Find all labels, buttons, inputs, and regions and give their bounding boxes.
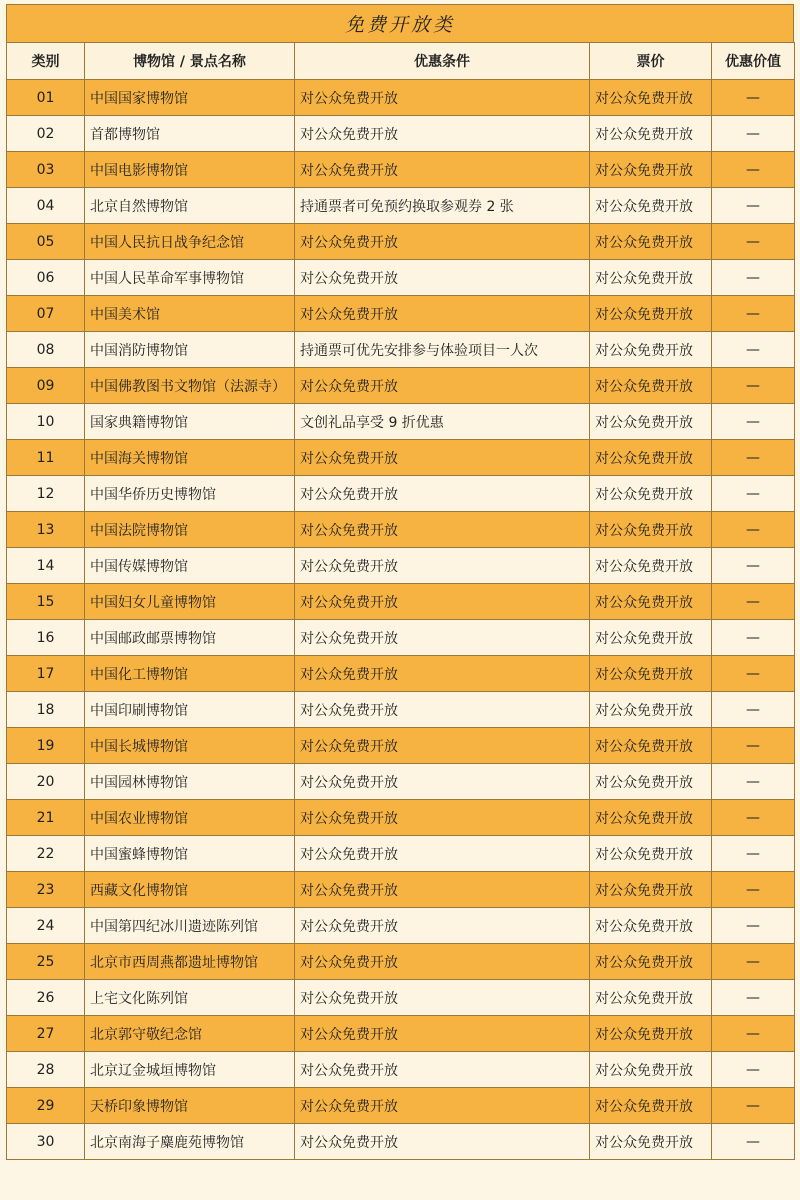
museum-name-cell: 中国印刷博物馆 (85, 692, 295, 728)
museum-name-cell: 中国人民革命军事博物馆 (85, 260, 295, 296)
table-row (7, 1052, 795, 1088)
condition-cell: 对公众免费开放 (295, 1052, 590, 1088)
category-cell: 05 (7, 224, 85, 260)
discount-value-cell: — (712, 944, 795, 980)
ticket-price-cell: 对公众免费开放 (590, 80, 712, 116)
condition-cell: 对公众免费开放 (295, 476, 590, 512)
condition-cell: 对公众免费开放 (295, 548, 590, 584)
museum-name-cell: 西藏文化博物馆 (85, 872, 295, 908)
museum-name-cell: 中国园林博物馆 (85, 764, 295, 800)
museum-name-cell: 中国国家博物馆 (85, 80, 295, 116)
category-cell: 18 (7, 692, 85, 728)
category-cell: 27 (7, 1016, 85, 1052)
condition-cell: 对公众免费开放 (295, 260, 590, 296)
condition-cell: 对公众免费开放 (295, 764, 590, 800)
category-cell: 16 (7, 620, 85, 656)
ticket-price-cell: 对公众免费开放 (590, 188, 712, 224)
category-cell: 20 (7, 764, 85, 800)
discount-value-cell: — (712, 440, 795, 476)
condition-cell: 对公众免费开放 (295, 152, 590, 188)
condition-cell: 对公众免费开放 (295, 1016, 590, 1052)
museum-name-cell: 中国华侨历史博物馆 (85, 476, 295, 512)
ticket-price-cell: 对公众免费开放 (590, 1088, 712, 1124)
museum-name-cell: 中国海关博物馆 (85, 440, 295, 476)
ticket-price-cell: 对公众免费开放 (590, 260, 712, 296)
discount-value-cell: — (712, 656, 795, 692)
table-row (7, 260, 795, 296)
ticket-price-cell: 对公众免费开放 (590, 620, 712, 656)
discount-value-cell: — (712, 872, 795, 908)
category-cell: 14 (7, 548, 85, 584)
condition-cell: 对公众免费开放 (295, 836, 590, 872)
category-cell: 06 (7, 260, 85, 296)
category-cell: 17 (7, 656, 85, 692)
condition-cell: 对公众免费开放 (295, 1088, 590, 1124)
discount-value-cell: — (712, 980, 795, 1016)
condition-cell: 对公众免费开放 (295, 800, 590, 836)
table-row (7, 116, 795, 152)
condition-cell: 对公众免费开放 (295, 908, 590, 944)
table-row (7, 872, 795, 908)
museum-name-cell: 北京郭守敬纪念馆 (85, 1016, 295, 1052)
discount-value-cell: — (712, 260, 795, 296)
table-title: 免费开放类 (344, 14, 455, 36)
ticket-price-cell: 对公众免费开放 (590, 476, 712, 512)
header-discount-value: 优惠价值 (712, 43, 795, 80)
discount-value-cell: — (712, 1016, 795, 1052)
ticket-price-cell: 对公众免费开放 (590, 224, 712, 260)
museum-name-cell: 中国长城博物馆 (85, 728, 295, 764)
condition-cell: 对公众免费开放 (295, 296, 590, 332)
museum-name-cell: 北京辽金城垣博物馆 (85, 1052, 295, 1088)
ticket-price-cell: 对公众免费开放 (590, 332, 712, 368)
category-cell: 30 (7, 1124, 85, 1160)
museum-name-cell: 中国第四纪冰川遗迹陈列馆 (85, 908, 295, 944)
category-cell: 08 (7, 332, 85, 368)
museum-name-cell: 中国传媒博物馆 (85, 548, 295, 584)
discount-value-cell: — (712, 512, 795, 548)
museum-name-cell: 中国电影博物馆 (85, 152, 295, 188)
category-cell: 13 (7, 512, 85, 548)
ticket-price-cell: 对公众免费开放 (590, 584, 712, 620)
discount-value-cell: — (712, 368, 795, 404)
condition-cell: 对公众免费开放 (295, 728, 590, 764)
category-cell: 23 (7, 872, 85, 908)
museum-name-cell: 上宅文化陈列馆 (85, 980, 295, 1016)
condition-cell: 对公众免费开放 (295, 872, 590, 908)
category-cell: 02 (7, 116, 85, 152)
condition-cell: 对公众免费开放 (295, 980, 590, 1016)
category-cell: 22 (7, 836, 85, 872)
museum-name-cell: 天桥印象博物馆 (85, 1088, 295, 1124)
ticket-price-cell: 对公众免费开放 (590, 728, 712, 764)
ticket-price-cell: 对公众免费开放 (590, 1052, 712, 1088)
discount-value-cell: — (712, 584, 795, 620)
table-row (7, 728, 795, 764)
condition-cell: 对公众免费开放 (295, 116, 590, 152)
museum-name-cell: 中国佛教图书文物馆（法源寺） (85, 368, 295, 404)
category-cell: 10 (7, 404, 85, 440)
museum-name-cell: 北京南海子麋鹿苑博物馆 (85, 1124, 295, 1160)
condition-cell: 对公众免费开放 (295, 584, 590, 620)
discount-value-cell: — (712, 800, 795, 836)
museum-name-cell: 中国美术馆 (85, 296, 295, 332)
discount-value-cell: — (712, 548, 795, 584)
discount-value-cell: — (712, 692, 795, 728)
category-cell: 19 (7, 728, 85, 764)
table-row (7, 476, 795, 512)
discount-value-cell: — (712, 80, 795, 116)
table-title-bar (6, 4, 794, 42)
header-museum-name: 博物馆 / 景点名称 (85, 43, 295, 80)
discount-value-cell: — (712, 116, 795, 152)
table-row (7, 296, 795, 332)
discount-value-cell: — (712, 332, 795, 368)
museum-name-cell: 首都博物馆 (85, 116, 295, 152)
discount-value-cell: — (712, 728, 795, 764)
table-row (7, 1088, 795, 1124)
condition-cell: 对公众免费开放 (295, 944, 590, 980)
condition-cell: 文创礼品享受 9 折优惠 (295, 404, 590, 440)
table-row (7, 332, 795, 368)
discount-value-cell: — (712, 1088, 795, 1124)
ticket-price-cell: 对公众免费开放 (590, 512, 712, 548)
discount-value-cell: — (712, 296, 795, 332)
discount-value-cell: — (712, 620, 795, 656)
category-cell: 29 (7, 1088, 85, 1124)
condition-cell: 对公众免费开放 (295, 656, 590, 692)
table-row (7, 188, 795, 224)
table-row (7, 80, 795, 116)
museum-name-cell: 中国妇女儿童博物馆 (85, 584, 295, 620)
category-cell: 09 (7, 368, 85, 404)
category-cell: 21 (7, 800, 85, 836)
table-row (7, 620, 795, 656)
ticket-price-cell: 对公众免费开放 (590, 944, 712, 980)
ticket-price-cell: 对公众免费开放 (590, 692, 712, 728)
table-row (7, 152, 795, 188)
ticket-price-cell: 对公众免费开放 (590, 1124, 712, 1160)
ticket-price-cell: 对公众免费开放 (590, 656, 712, 692)
ticket-price-cell: 对公众免费开放 (590, 548, 712, 584)
discount-value-cell: — (712, 224, 795, 260)
discount-value-cell: — (712, 908, 795, 944)
category-cell: 04 (7, 188, 85, 224)
discount-value-cell: — (712, 1124, 795, 1160)
table-row (7, 404, 795, 440)
condition-cell: 对公众免费开放 (295, 620, 590, 656)
table-row (7, 440, 795, 476)
museum-name-cell: 中国农业博物馆 (85, 800, 295, 836)
table-row (7, 692, 795, 728)
table-row (7, 224, 795, 260)
ticket-price-cell: 对公众免费开放 (590, 440, 712, 476)
discount-value-cell: — (712, 476, 795, 512)
museum-name-cell: 中国化工博物馆 (85, 656, 295, 692)
museum-name-cell: 中国人民抗日战争纪念馆 (85, 224, 295, 260)
ticket-price-cell: 对公众免费开放 (590, 1016, 712, 1052)
ticket-price-cell: 对公众免费开放 (590, 296, 712, 332)
category-cell: 26 (7, 980, 85, 1016)
table-row (7, 368, 795, 404)
museum-name-cell: 北京市西周燕都遗址博物馆 (85, 944, 295, 980)
table-container (6, 4, 794, 1160)
table-row (7, 836, 795, 872)
table-row (7, 980, 795, 1016)
discount-value-cell: — (712, 1052, 795, 1088)
condition-cell: 持通票可优先安排参与体验项目一人次 (295, 332, 590, 368)
condition-cell: 对公众免费开放 (295, 512, 590, 548)
museum-name-cell: 中国邮政邮票博物馆 (85, 620, 295, 656)
condition-cell: 对公众免费开放 (295, 1124, 590, 1160)
museum-name-cell: 国家典籍博物馆 (85, 404, 295, 440)
ticket-price-cell: 对公众免费开放 (590, 908, 712, 944)
category-cell: 11 (7, 440, 85, 476)
table-row (7, 908, 795, 944)
table-row (7, 548, 795, 584)
header-condition: 优惠条件 (295, 43, 590, 80)
discount-value-cell: — (712, 836, 795, 872)
category-cell: 28 (7, 1052, 85, 1088)
table-row (7, 584, 795, 620)
museum-name-cell: 中国蜜蜂博物馆 (85, 836, 295, 872)
table-row (7, 1016, 795, 1052)
condition-cell: 对公众免费开放 (295, 368, 590, 404)
ticket-price-cell: 对公众免费开放 (590, 980, 712, 1016)
ticket-price-cell: 对公众免费开放 (590, 368, 712, 404)
discount-value-cell: — (712, 764, 795, 800)
museum-table (6, 42, 795, 1160)
category-cell: 03 (7, 152, 85, 188)
museum-name-cell: 中国法院博物馆 (85, 512, 295, 548)
discount-value-cell: — (712, 152, 795, 188)
table-row (7, 944, 795, 980)
table-row (7, 1124, 795, 1160)
condition-cell: 对公众免费开放 (295, 692, 590, 728)
condition-cell: 对公众免费开放 (295, 440, 590, 476)
ticket-price-cell: 对公众免费开放 (590, 800, 712, 836)
ticket-price-cell: 对公众免费开放 (590, 152, 712, 188)
table-row (7, 656, 795, 692)
table-row (7, 800, 795, 836)
header-row (7, 43, 795, 80)
ticket-price-cell: 对公众免费开放 (590, 872, 712, 908)
condition-cell: 持通票者可免预约换取参观券 2 张 (295, 188, 590, 224)
museum-name-cell: 中国消防博物馆 (85, 332, 295, 368)
museum-name-cell: 北京自然博物馆 (85, 188, 295, 224)
condition-cell: 对公众免费开放 (295, 224, 590, 260)
discount-value-cell: — (712, 188, 795, 224)
ticket-price-cell: 对公众免费开放 (590, 764, 712, 800)
category-cell: 07 (7, 296, 85, 332)
header-ticket-price: 票价 (590, 43, 712, 80)
category-cell: 24 (7, 908, 85, 944)
category-cell: 01 (7, 80, 85, 116)
condition-cell: 对公众免费开放 (295, 80, 590, 116)
discount-value-cell: — (712, 404, 795, 440)
header-category: 类别 (7, 43, 85, 80)
category-cell: 12 (7, 476, 85, 512)
ticket-price-cell: 对公众免费开放 (590, 116, 712, 152)
table-row (7, 764, 795, 800)
ticket-price-cell: 对公众免费开放 (590, 404, 712, 440)
ticket-price-cell: 对公众免费开放 (590, 836, 712, 872)
category-cell: 15 (7, 584, 85, 620)
table-body (7, 80, 795, 1160)
category-cell: 25 (7, 944, 85, 980)
table-row (7, 512, 795, 548)
